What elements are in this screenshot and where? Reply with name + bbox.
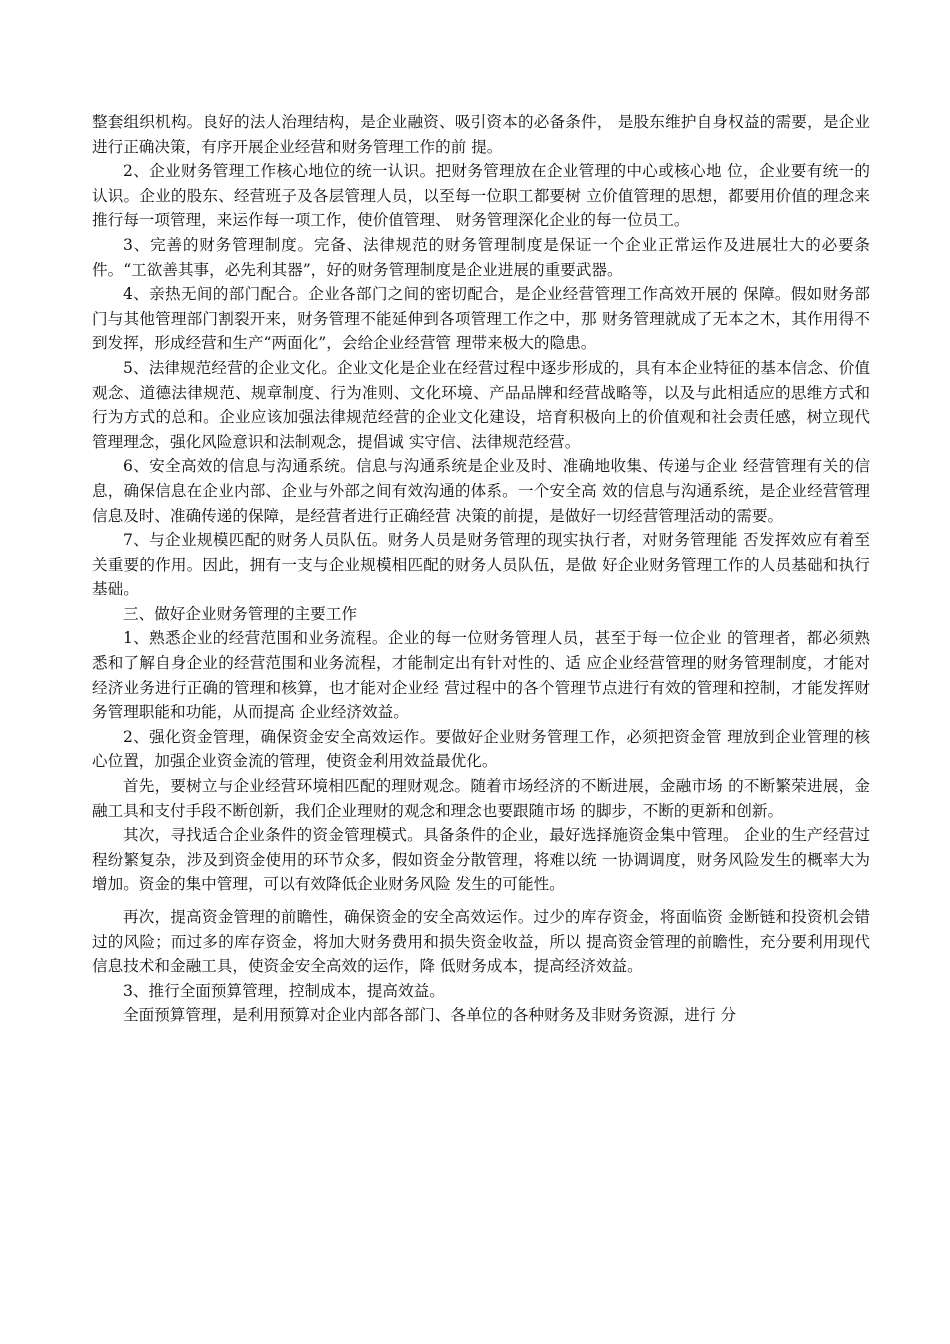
paragraph-6: 6、安全高效的信息与沟通系统。信息与沟通系统是企业及时、准确地收集、传递与企业 经营管理有关的信息，确保信息在企业内部、企业与外部之间有效沟通的体系。一个安全高 效的信息与沟通系统，是企业经营管理信息及时、准确传递的保障，是经营者进行正确经营 决策的前提，是做好一切经营管理活动的需要。 xyxy=(92,457,870,525)
paragraph-7: 7、与企业规模匹配的财务人员队伍。财务人员是财务管理的现实执行者，对财务管理能 否发挥效应有着至关重要的作用。因此，拥有一支与企业规模相匹配的财务人员队伍，是做 好企业财务管理工作的人员基础和执行基础。 xyxy=(92,531,870,599)
paragraph-9: 2、强化资金管理，确保资金安全高效运作。要做好企业财务管理工作，必须把资金管 理放到企业管理的核心位置，加强企业资金流的管理，使资金利用效益最优化。 xyxy=(92,727,870,771)
paragraph-8: 1、熟悉企业的经营范围和业务流程。企业的每一位财务管理人员，甚至于每一位企业 的管理者，都必须熟悉和了解自身企业的经营范围和业务流程，才能制定出有针对性的、适 应企业经营管理的财务管理制度，才能对经济业务进行正确的管理和核算，也才能对企业经 营过程中的各个管理节点进行有效的管理和控制，才能发挥财务管理职能和功能，从而提高 企业经济效益。 xyxy=(92,629,870,722)
section-heading: 三、做好企业财务管理的主要工作 xyxy=(123,604,357,623)
paragraph-2: 2、企业财务管理工作核心地位的统一认识。把财务管理放在企业管理的中心或核心地 位，企业要有统一的认识。企业的股东、经营班子及各层管理人员，以至每一位职工都要树 立价值管理的思想，都要用价值的理念来推行每一项管理，来运作每一项工作，使价值管理、 财务管理深化企业的每一位员工。 xyxy=(92,162,870,230)
paragraph-11: 其次，寻找适合企业条件的资金管理模式。具备条件的企业，最好选择施资金集中管理。 企业的生产经营过程纷繁复杂，涉及到资金使用的环节众多，假如资金分散管理，将难以统 一协调调度，财务风险发生的概率大为增加。资金的集中管理，可以有效降低企业财务风险 发生的可能性。 xyxy=(92,826,870,894)
paragraph-1: 整套组织机构。良好的法人治理结构，是企业融资、吸引资本的必备条件， 是股东维护自身权益的需要，是企业进行正确决策，有序开展企业经营和财务管理工作的前 提。 xyxy=(92,113,870,156)
paragraph-10: 首先，要树立与企业经营环境相匹配的理财观念。随着市场经济的不断进展，金融市场 的不断繁荣进展，金融工具和支付手段不断创新，我们企业理财的观念和理念也要跟随市场 的脚步，不断的更新和创新。 xyxy=(92,777,870,820)
paragraph-3: 3、完善的财务管理制度。完备、法律规范的财务管理制度是保证一个企业正常运作及进展壮大的必要条件。“工欲善其事，必先利其器”，好的财务管理制度是企业进展的重要武器。 xyxy=(92,235,870,279)
paragraph-5: 5、法律规范经营的企业文化。企业文化是企业在经营过程中逐步形成的，具有本企业特征的基本信念、价值观念、道德法律规范、规章制度、行为准则、文化环境、产品品牌和经营战略等，以及与此相适应的思维方式和行为方式的总和。企业应该加强法律规范经营的企业文化建设，培育积极向上的价值观和社会责任感，树立现代管理理念，强化风险意识和法制观念，提倡诚 实守信、法律规范经营。 xyxy=(92,358,870,451)
paragraph-13: 3、推行全面预算管理，控制成本，提高效益。 xyxy=(123,981,445,1000)
paragraph-12: 再次，提高资金管理的前瞻性，确保资金的安全高效运作。过少的库存资金，将面临资 金断链和投资机会错过的风险；而过多的库存资金，将加大财务费用和损失资金收益，所以 提高资金管理的前瞻性，充分要利用现代信息技术和金融工具，使资金安全高效的运作，降 低财务成本，提高经济效益。 xyxy=(92,908,870,976)
paragraph-4: 4、亲热无间的部门配合。企业各部门之间的密切配合，是企业经营管理工作高效开展的 保障。假如财务部门与其他管理部门割裂开来，财务管理不能延伸到各项管理工作之中，那 财务管理就成了无本之木，其作用得不到发挥，形成经营和生产“两面化”，会给企业经营管 理带来极大的隐患。 xyxy=(92,285,870,353)
document-page xyxy=(92,110,870,1028)
paragraph-14: 全面预算管理，是利用预算对企业内部各部门、各单位的各种财务及非财务资源，进行 分 xyxy=(123,1006,737,1025)
